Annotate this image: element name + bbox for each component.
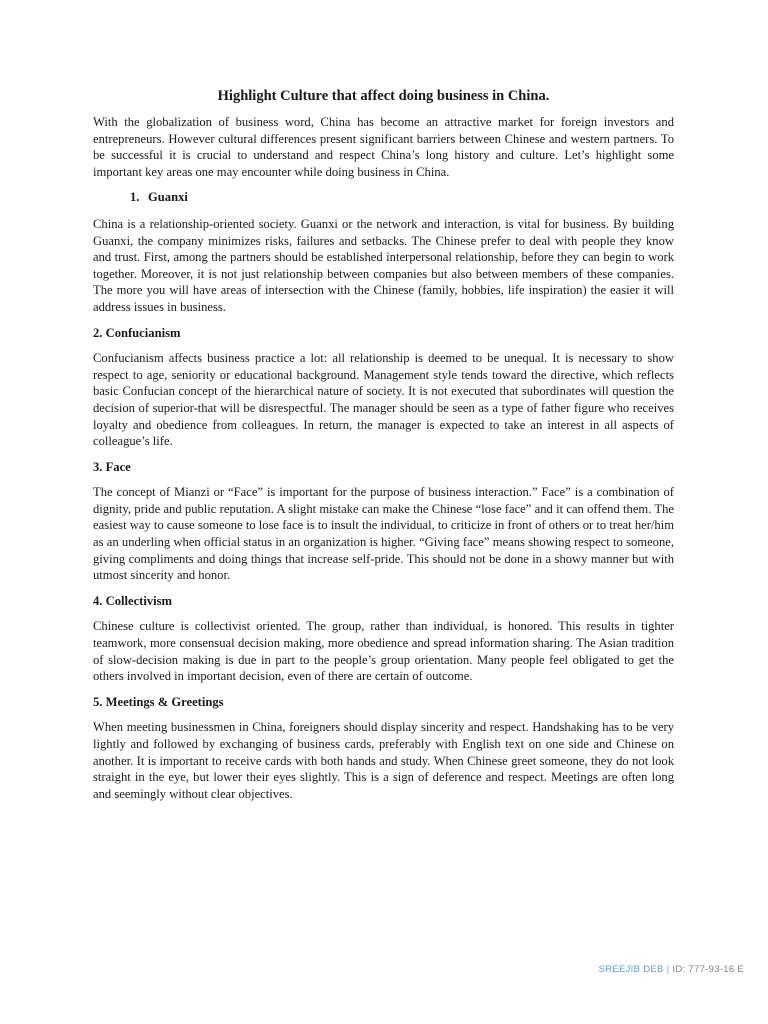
document-title: Highlight Culture that affect doing business in China. [217,88,550,104]
section-body-collectivism: Chinese culture is collectivist oriented. The group, rather than individual, is honored. This results in tighter teamwork, more consensual decision making, more obedience and spread information sharing. The Asian tradition of slow-decision making is due in part to the people’s group orientation. Many people feel obligated to get the others involved in important decision, even of there are certain of outcome. [93,619,674,684]
section-heading-meetings-greetings: 5. Meetings & Greetings [93,694,224,709]
footer-id: ID: 777-93-16 E [672,964,744,975]
section-heading-text: Guanxi [148,190,188,205]
document-page [93,86,674,811]
section-body-face: The concept of Mianzi or “Face” is important for the purpose of business interaction.” Face” is a combination of dignity, pride and public reputation. A slight mistake can make the Chinese “lose face” and it can offend them. The easiest way to cause someone to lose face is to insult the individual, to criticize in front of others or to treat her/him as an underling when official status in an organization is higher. “Giving face” means showing respect to someone, giving compliments and doing things that increase self-pride. This should not be done in a showy manner but with utmost sincerity and honor. [93,485,674,583]
section-heading-guanxi [93,189,674,206]
section-number: 1. [130,190,140,205]
section-body-confucianism: Confucianism affects business practice a lot: all relationship is deemed to be unequal. It is necessary to show respect to age, seniority or educational background. Management style tends toward the directive, which reflects basic Confucian concept of the hierarchical nature of society. It is not executed that subordinates will question the decision of superior-that will be disrespectful. The manager should be seen as a type of father figure who receives loyalty and obedience from colleagues. In return, the manager is expected to take an interest in all aspects of colleague’s life. [93,351,674,449]
section-body-guanxi: China is a relationship-oriented society. Guanxi or the network and interaction, is vital for business. By building Guanxi, the company minimizes risks, failures and setbacks. The Chinese prefer to deal with people they know and trust. First, among the partners should be established interpersonal relationship, before they can begin to work together. Moreover, it is not just relationship between companies but also between members of these companies. The more you will have areas of intersection with the Chinese (family, hobbies, life inspiration) the easier it will address issues in business. [93,216,674,314]
footer-author-name: SREEJIB DEB [598,964,664,975]
section-body-meetings-greetings: When meeting businessmen in China, foreigners should display sincerity and respect. Handshaking has to be very lightly and followed by exchanging of business cards, preferably with English text on one side and Chinese on another. It is important to receive cards with both hands and study. When Chinese greet someone, they do not look straight in the eye, but lower their eyes slightly. This is a sign of deference and respect. Meetings are often long and seemingly without clear objectives. [93,720,674,801]
section-heading-confucianism: 2. Confucianism [93,325,181,340]
section-heading-face: 3. Face [93,459,131,474]
page-footer [599,964,744,975]
footer-separator: | [666,964,670,975]
intro-paragraph: With the globalization of business word, China has become an attractive market for foreign investors and entrepreneurs. However cultural differences present significant barriers between Chinese and western partners. To be successful it is crucial to understand and respect China’s long history and culture. Let’s highlight some important key areas one may encounter while doing business in China. [93,115,674,179]
section-heading-collectivism: 4. Collectivism [93,593,173,608]
